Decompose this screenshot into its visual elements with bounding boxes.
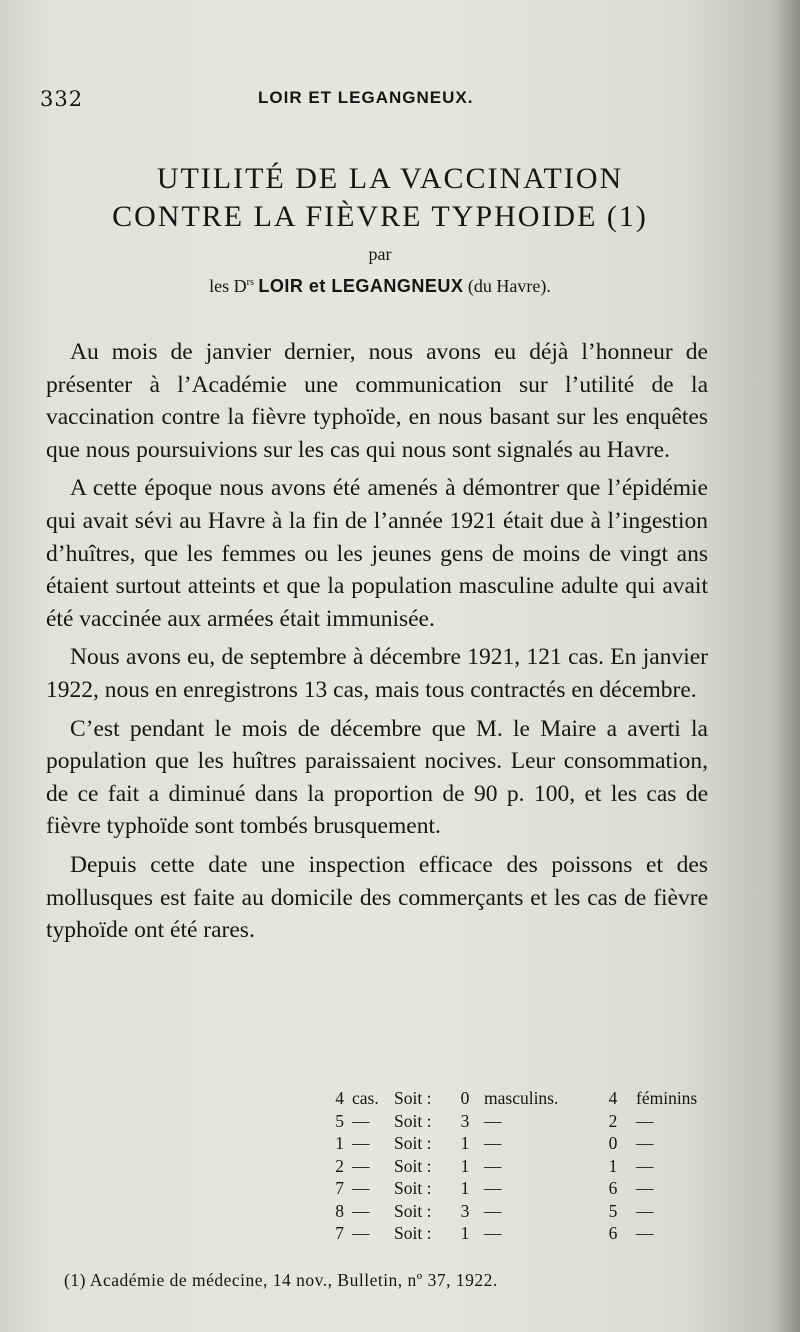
case-count: 2 — [335, 1155, 344, 1176]
soit-label: Soit : — [394, 1223, 432, 1243]
authors-place: (du Havre). — [467, 276, 551, 296]
soit-label: Soit : — [394, 1178, 432, 1198]
case-count: 7 — [335, 1178, 344, 1198]
running-head — [40, 87, 730, 111]
male-count: 3 — [460, 1200, 470, 1221]
article-title-line-1: UTILITÉ DE LA VACCINATION — [156, 162, 624, 195]
paragraph: C’est pendant le mois de décembre que M. le Maire a averti la population que les huîtres paraissaient nocives. Leur consommation, de ce fait a diminué dans la proportion de 90 p. 100, et les cas de fièvre typhoïde sont tombés brusquement. — [46, 715, 708, 840]
byline-par: par — [368, 244, 392, 264]
female-label: — — [636, 1110, 654, 1131]
paragraph: Nous avons eu, de septembre à décembre 1921, 121 cas. En janvier 1922, nous en enregistrons 13 cas, mais tous contractés en décembre. — [46, 644, 708, 703]
female-label: féminins — [636, 1088, 698, 1108]
female-label: — — [636, 1178, 654, 1198]
female-count: 0 — [608, 1133, 618, 1153]
case-count: 8 — [335, 1200, 344, 1221]
table-row — [46, 1133, 710, 1156]
paragraph: Depuis cette date une inspection efficace des poissons et des mollusques est faite au domicile des commerçants et les cas de fièvre typhoïde ont été rares. — [46, 851, 708, 944]
authors-line — [0, 276, 760, 297]
female-count: 6 — [608, 1178, 618, 1198]
footnote: (1) Académie de médecine, 14 nov., Bulletin, nº 37, 1922. — [64, 1270, 498, 1290]
unit-label: — — [352, 1155, 370, 1176]
female-count: 4 — [608, 1088, 618, 1108]
male-label: masculins. — [484, 1088, 559, 1108]
female-count: 1 — [608, 1155, 618, 1176]
case-count: 5 — [335, 1110, 344, 1131]
male-count: 1 — [460, 1133, 470, 1153]
female-label: — — [636, 1133, 654, 1153]
male-label: — — [484, 1110, 502, 1131]
unit-label: — — [352, 1200, 370, 1221]
male-label: — — [484, 1155, 502, 1176]
unit-label: cas. — [352, 1088, 379, 1108]
paragraph: Au mois de janvier dernier, nous avons eu déjà l’honneur de présenter à l’Académie une communication sur l’utilité de la vaccination contre la fièvre typhoïde, en nous basant sur les enquêtes que nous poursuivions sur les cas qui nous sont signalés au Havre. — [46, 339, 708, 463]
male-count: 1 — [460, 1223, 470, 1243]
table-row — [46, 1111, 710, 1134]
authors-names: LOIR et LEGANGNEUX — [258, 276, 464, 296]
soit-label: Soit : — [394, 1088, 432, 1108]
paragraph: A cette époque nous avons été amenés à démontrer que l’épidémie qui avait sévi au Havre à la fin de l’année 1921 était due à l’ingestion d’huîtres, que les femmes ou les jeunes gens de moins de vingt ans étaient surtout atteints et que la population masculine adulte qui avait été vaccinée aux armées était immunisée. — [46, 475, 708, 632]
male-count: 3 — [460, 1110, 470, 1131]
table-row — [46, 1223, 710, 1246]
soit-label: Soit : — [394, 1155, 432, 1176]
male-count: 1 — [460, 1155, 470, 1176]
male-count: 1 — [460, 1178, 470, 1198]
page-number: 332 — [40, 87, 84, 111]
soit-label: Soit : — [394, 1110, 432, 1131]
unit-label: — — [352, 1110, 370, 1131]
case-count: 1 — [335, 1133, 344, 1153]
male-label: — — [484, 1223, 502, 1243]
unit-label: — — [352, 1178, 370, 1198]
article-body — [46, 336, 708, 947]
table-row — [46, 1156, 710, 1179]
unit-label: — — [352, 1223, 370, 1243]
article-title-line-2: CONTRE LA FIÈVRE TYPHOIDE (1) — [112, 200, 648, 233]
soit-label: Soit : — [394, 1200, 432, 1221]
table-row — [46, 1088, 710, 1111]
male-label: — — [484, 1200, 502, 1221]
male-label: — — [484, 1178, 502, 1198]
female-count: 2 — [608, 1110, 618, 1131]
authors-title: $D^{rs}$ — [233, 276, 254, 296]
unit-label: — — [352, 1133, 370, 1153]
monthly-cases-table — [46, 1088, 710, 1246]
table-row — [46, 1178, 710, 1201]
table-row — [46, 1201, 710, 1224]
female-label: — — [636, 1155, 654, 1176]
case-count: 4 — [335, 1088, 344, 1108]
male-count: 0 — [460, 1088, 470, 1108]
soit-label: Soit : — [394, 1133, 432, 1153]
female-label: — — [636, 1223, 654, 1243]
male-label: — — [484, 1133, 502, 1153]
authors-prefix: les — [209, 276, 230, 296]
case-count: 7 — [335, 1223, 344, 1243]
running-title: LOIR ET LEGANGNEUX. — [258, 88, 474, 107]
female-label: — — [636, 1200, 654, 1221]
female-count: 5 — [608, 1200, 618, 1221]
female-count: 6 — [608, 1223, 618, 1243]
